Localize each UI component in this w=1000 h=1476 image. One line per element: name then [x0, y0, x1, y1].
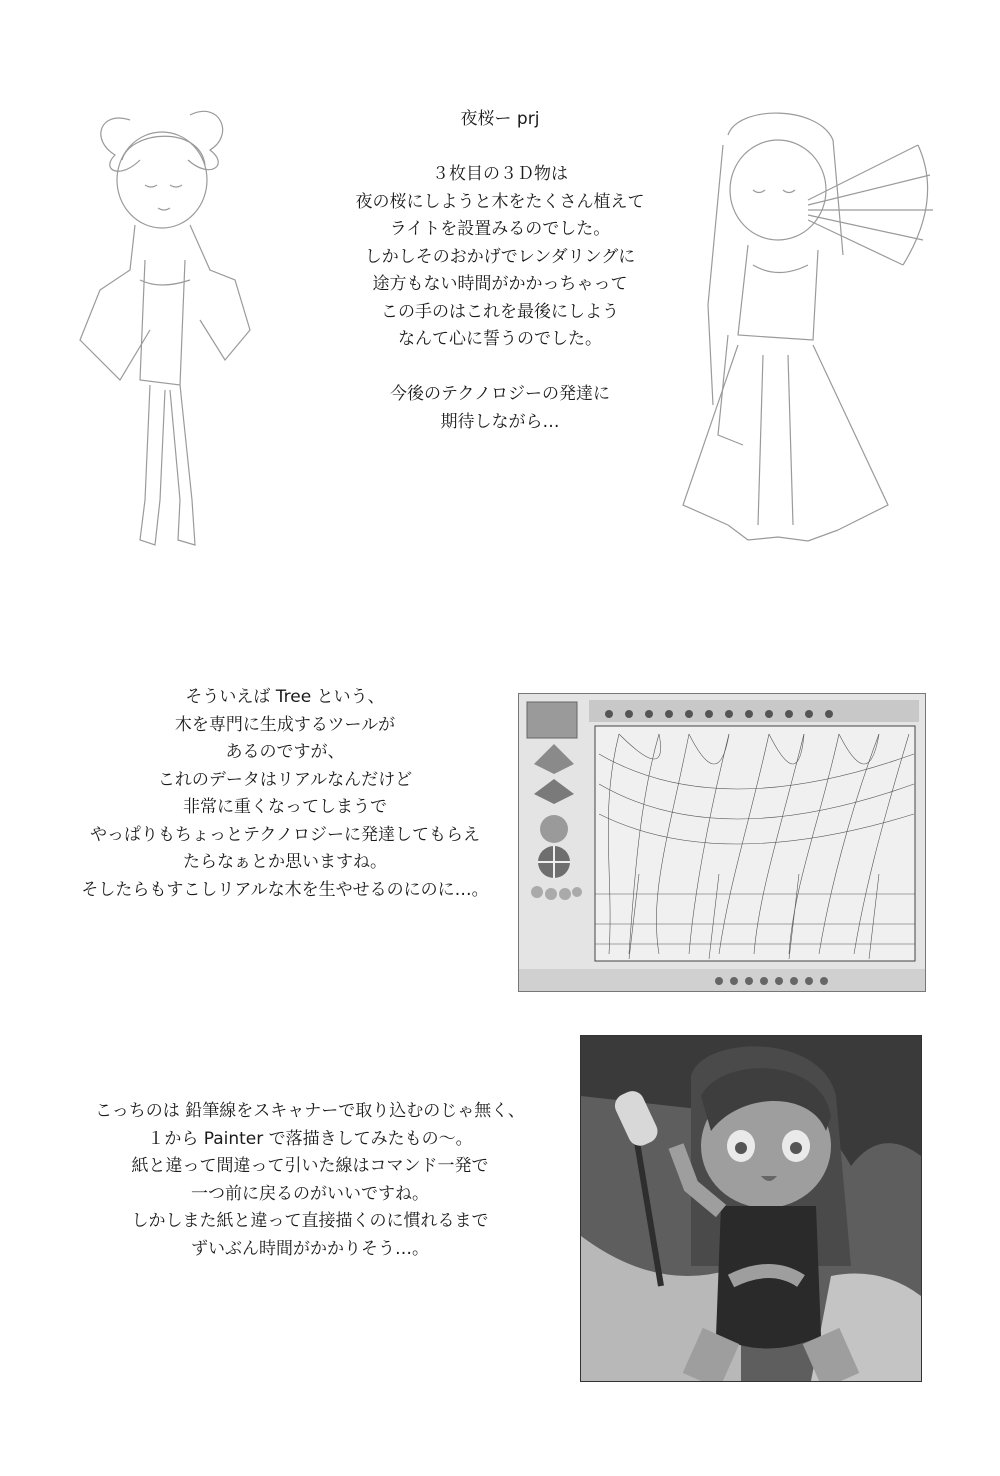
text-gap — [290, 134, 710, 162]
text-gap — [290, 354, 710, 382]
text-line: １から Painter で落描きしてみたもの〜。 — [147, 1128, 473, 1149]
text-line: 夜桜ー prj — [460, 109, 540, 129]
text-line: 今後のテクノロジーの発達に — [390, 384, 610, 404]
text-line: 期待しながら… — [440, 411, 560, 432]
text-line: 夜の桜にしようと木をたくさん植えて — [355, 191, 645, 212]
text-line: なんて心に誓うのでした。 — [398, 329, 602, 349]
text-line: ライトを設置みるのでした。 — [389, 219, 611, 239]
girl-swimsuit-image — [581, 1036, 921, 1381]
tree-wireframe-image — [519, 694, 925, 991]
text-line: あるのですが、 — [225, 742, 345, 762]
text-line: 木を専門に生成するツールが — [174, 714, 396, 735]
text-line: 途方もない時間がかかっちゃって — [372, 274, 628, 294]
text-line: しかしそのおかげでレンダリングに — [364, 246, 636, 267]
text-line: 非常に重くなってしまうで — [183, 797, 387, 817]
text-line: やっぱりもちょっとテクノロジーに発達してもらえ — [90, 824, 480, 845]
intro-text-block — [290, 106, 710, 436]
text-line: そしたらもすこしリアルな木を生やせるのにのに…。 — [81, 879, 489, 900]
text-line: ずいぶん時間がかかりそう…。 — [191, 1238, 429, 1259]
painter-illustration — [580, 1035, 922, 1382]
painter-text-block — [60, 1098, 560, 1263]
sketch-girl-with-bow — [60, 100, 270, 560]
text-line: 紙と違って間違って引いた線はコマンド一発で — [131, 1156, 489, 1176]
text-line: こっちのは 鉛筆線をスキャナーで取り込むのじゃ無く、 — [95, 1101, 525, 1121]
text-line: たらなぁとか思いますね。 — [183, 852, 387, 872]
sketch-girl-with-fan — [668, 105, 948, 560]
text-line: しかしまた紙と違って直接描くのに慣れるまで — [131, 1211, 489, 1231]
text-line: そういえば Tree という、 — [185, 687, 385, 707]
text-line: これのデータはリアルなんだけど — [157, 769, 413, 790]
text-line: この手のはこれを最後にしよう — [381, 301, 619, 322]
text-line: ３枚目の３Ｄ物は — [432, 164, 568, 184]
tree-tool-text-block — [40, 684, 530, 904]
text-line: 一つ前に戻るのがいいですね。 — [191, 1183, 429, 1204]
tree-software-screenshot — [518, 693, 926, 992]
